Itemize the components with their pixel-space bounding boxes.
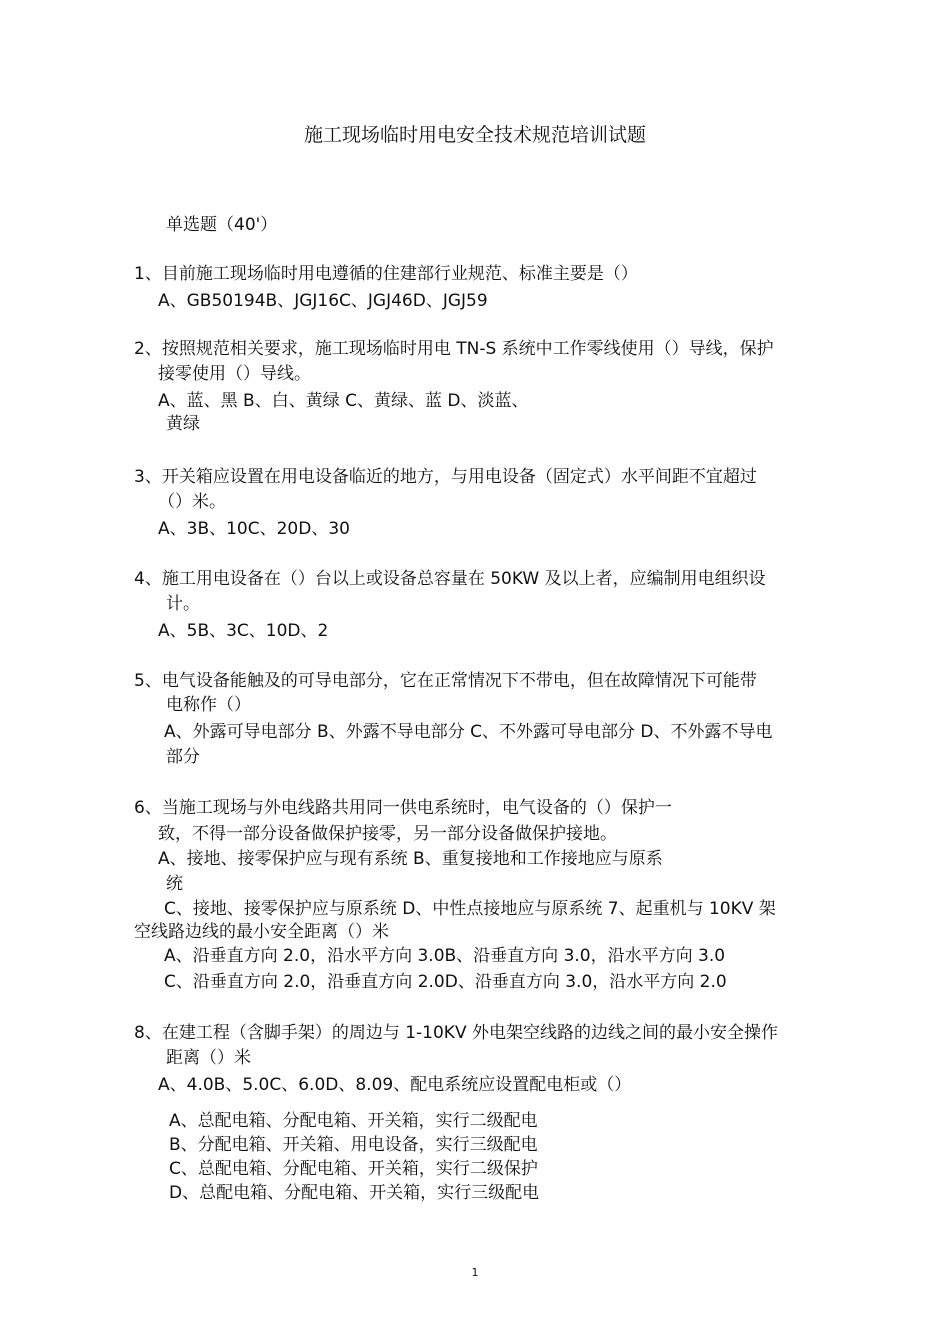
question-1-options: A、GB50194B、JGJ16C、JGJ46D、JGJ59 xyxy=(158,291,488,311)
question-4-options: A、5B、3C、10D、2 xyxy=(158,621,329,641)
question-6-line: 6、当施工现场与外电线路共用同一供电系统时，电气设备的（）保护一 xyxy=(134,798,672,818)
question-8-line: 8、在建工程（含脚手架）的周边与 1-10KV 外电架空线路的边线之间的最小安全操作 xyxy=(134,1023,778,1043)
question-9-option: B、分配电箱、开关箱、用电设备，实行三级配电 xyxy=(169,1135,538,1155)
question-3-line: （）米。 xyxy=(158,492,226,512)
question-5-line: 电称作（） xyxy=(166,695,251,715)
question-2-options: 黄绿 xyxy=(166,414,200,434)
question-1-line: 1、目前施工现场临时用电遵循的住建部行业规范、标准主要是（） xyxy=(134,264,638,284)
question-3-options: A、3B、10C、20D、30 xyxy=(158,519,350,539)
question-8-options: A、4.0B、5.0C、6.0D、8.09、配电系统应设置配电柜或（） xyxy=(158,1075,632,1095)
question-9-option: D、总配电箱、分配电箱、开关箱，实行三级配电 xyxy=(169,1183,540,1203)
question-9-option: C、总配电箱、分配电箱、开关箱，实行二级保护 xyxy=(169,1159,538,1179)
question-7-options: C、沿垂直方向 2.0，沿垂直方向 2.0D、沿垂直方向 3.0，沿水平方向 2.0 xyxy=(164,972,727,992)
question-5-line: 5、电气设备能触及的可导电部分，它在正常情况下不带电，但在故障情况下可能带 xyxy=(134,671,757,691)
question-9-option: A、总配电箱、分配电箱、开关箱，实行二级配电 xyxy=(169,1111,538,1131)
question-4-line: 4、施工用电设备在（）台以上或设备总容量在 50KW 及以上者，应编制用电组织设 xyxy=(134,569,766,589)
question-3-line: 3、开关箱应设置在用电设备临近的地方，与用电设备（固定式）水平间距不宜超过 xyxy=(134,467,757,487)
document-title: 施工现场临时用电安全技术规范培训试题 xyxy=(303,124,646,146)
question-6-line: 致，不得一部分设备做保护接零，另一部分设备做保护接地。 xyxy=(158,824,617,844)
question-2-options: A、蓝、黑 B、白、黄绿 C、黄绿、蓝 D、淡蓝、 xyxy=(158,391,529,411)
question-6-options: 统 xyxy=(166,874,183,894)
question-4-line: 计。 xyxy=(166,594,200,614)
question-2-line: 2、按照规范相关要求，施工现场临时用电 TN-S 系统中工作零线使用（）导线，保护 xyxy=(134,339,774,359)
section-heading: 单选题（40'） xyxy=(166,215,278,235)
question-6-options: C、接地、接零保护应与原系统 D、中性点接地应与原系统 7、起重机与 10KV 架 xyxy=(164,899,776,919)
question-5-options: 部分 xyxy=(166,747,200,767)
question-7-options: A、沿垂直方向 2.0，沿水平方向 3.0B、沿垂直方向 3.0，沿水平方向 3.0 xyxy=(164,946,726,966)
question-5-options: A、外露可导电部分 B、外露不导电部分 C、不外露可导电部分 D、不外露不导电 xyxy=(164,722,773,742)
question-6-options: A、接地、接零保护应与现有系统 B、重复接地和工作接地应与原系 xyxy=(158,849,663,869)
page-number: 1 xyxy=(471,1266,479,1279)
question-2-line: 接零使用（）导线。 xyxy=(158,364,311,384)
question-8-line: 距离（）米 xyxy=(166,1048,251,1068)
question-7-line: 空线路边线的最小安全距离（）米 xyxy=(134,922,389,942)
